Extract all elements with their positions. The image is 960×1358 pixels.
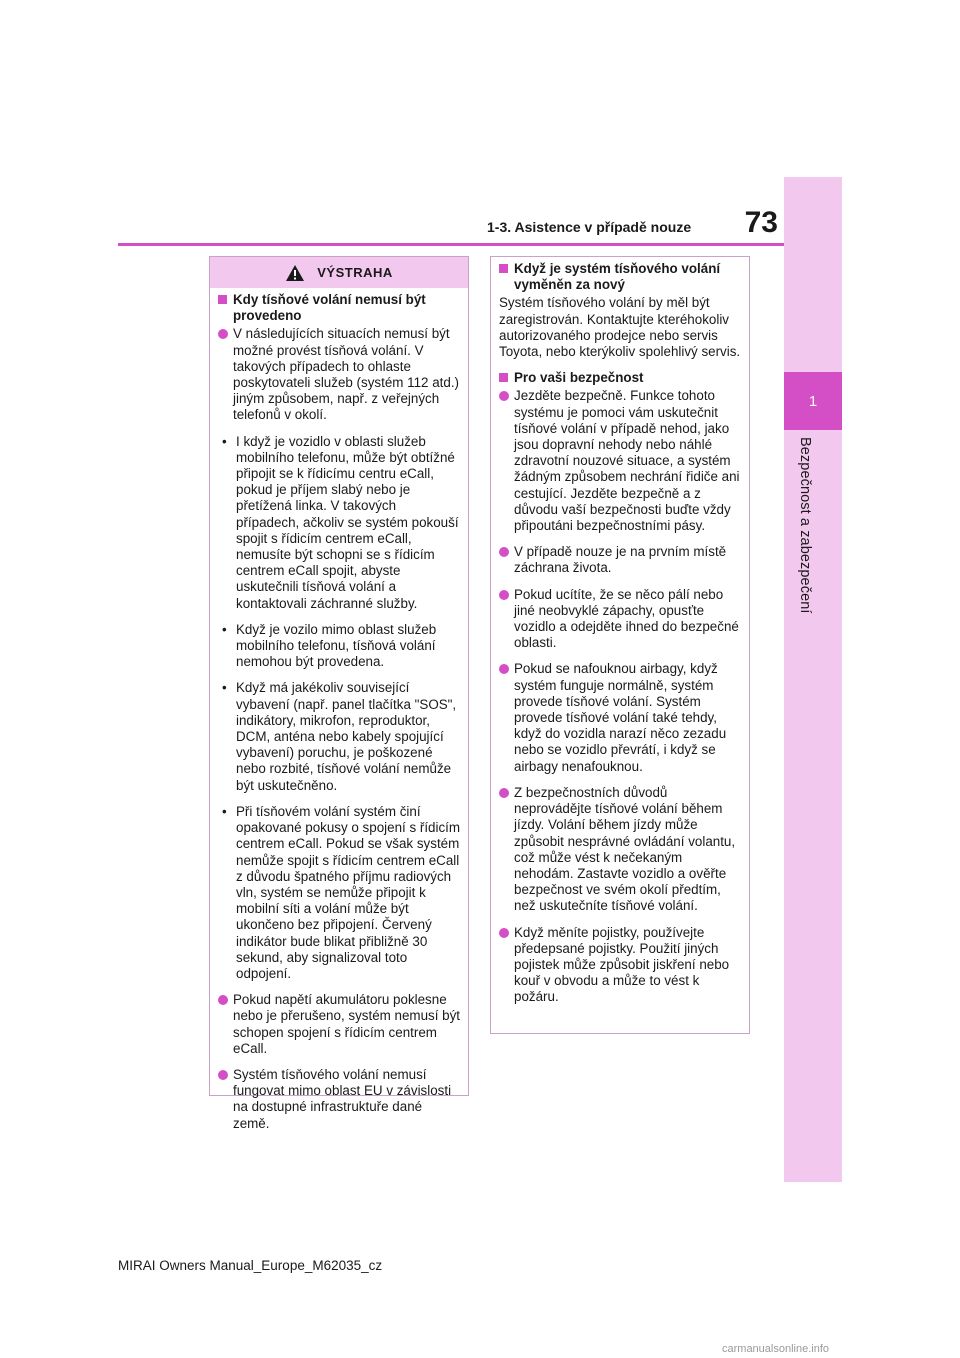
chapter-side-tab (784, 177, 842, 1182)
section-title: 1-3. Asistence v případě nouze (487, 219, 692, 235)
info-content (491, 257, 749, 1006)
info-dot-item: Jezděte bezpečně. Funkce tohoto systému je pomoci vám uskutečnit tísňové volání v případě nehod, jako jsou dopravní nehody nebo náhlé zdravotní nouzové situace, a systém žádným způsobem nechrání řidiče ani cestující. Jezděte bezpečně a z důvodu vaší bezpečnosti buďte vždy připoutáni bezpečnostními pásy. (499, 388, 743, 534)
chapter-number-badge: 1 (784, 372, 842, 430)
chapter-title-vertical: Bezpečnost a zabezpečení (797, 437, 813, 614)
info-paragraph: Systém tísňového volání by měl být zaregistrován. Kontaktujte kteréhokoliv autorizovaného prodejce nebo servis Toyota, nebo kterýkoliv spolehlivý servis. (499, 295, 741, 360)
info-dot-item: V případě nouze je na prvním místě záchrana života. (499, 544, 743, 576)
warning-bullet: • Když je vozilo mimo oblast služeb mobilního telefonu, tísňová volání nemohou být provedena. (218, 622, 462, 671)
header-divider (118, 243, 784, 246)
info-heading-safety: Pro vaši bezpečnost (499, 370, 743, 386)
watermark: carmanualsonline.info (722, 1343, 830, 1355)
warning-box-header (210, 257, 468, 288)
warning-bullet: • Když má jakékoliv související vybavení (např. panel tlačítka "SOS", indikátory, mikrofon, reproduktor, DCM, anténa nebo kabely spojující vybavení) poruchu, je poškozené nebo rozbité, tísňové volání nemůže být uskutečněno. (218, 680, 462, 793)
page-number: 73 (744, 206, 778, 239)
warning-heading: Kdy tísňové volání nemusí být provedeno (218, 292, 462, 324)
info-heading-replacement: Když je systém tísňového volání vyměněn za nový (499, 261, 743, 293)
warning-dot-item: Pokud napětí akumulátoru poklesne nebo je přerušeno, systém nemusí být schopen spojení s řídicím centrem eCall. (218, 992, 462, 1057)
warning-intro: V následujících situacích nemusí být možné provést tísňová volání. V takových případech to ohlaste poskytovateli služeb (systém 112 atd.) jiným způsobem, např. z veřejných telefonů v okolí. (218, 326, 462, 423)
warning-title: VÝSTRAHA (317, 265, 393, 280)
info-box (490, 256, 750, 1034)
warning-box (209, 256, 469, 1131)
warning-bullet: • Při tísňovém volání systém činí opakované pokusy o spojení s řídicím centrem eCall. Pokud se však systém nemůže spojit s řídicím centrem eCall z důvodu špatného příjmu radiových vln, systém se nemůže připojit k mobilní síti a volání může být ukončeno bez připojení. Červený indikátor bude blikat přibližně 30 sekund, aby signalizoval toto odpojení. (218, 804, 462, 982)
info-dot-item: Pokud ucítíte, že se něco pálí nebo jiné neobvyklé zápachy, opusťte vozidlo a odejděte ihned do bezpečné oblasti. (499, 587, 743, 652)
warning-dot-item: Systém tísňového volání nemusí fungovat mimo oblast EU v závislosti na dostupné infrastruktuře dané země. (218, 1067, 462, 1132)
warning-triangle-icon (285, 264, 305, 282)
warning-content (210, 288, 468, 1132)
info-dot-item: Pokud se nafouknou airbagy, když systém funguje normálně, systém provede tísňové volání. Systém provede tísňové volání také tehdy, když do vozidla narazí něco zezadu nebo se vozidlo převrátí, i když se airbagy nenafouknou. (499, 661, 743, 774)
info-dot-item: Když měníte pojistky, používejte předepsané pojistky. Použití jiných pojistek může způsobit jiskření nebo kouř v obvodu a může to vést k požáru. (499, 925, 743, 1006)
footer-manual-id: MIRAI Owners Manual_Europe_M62035_cz (118, 1258, 383, 1273)
info-dot-item: Z bezpečnostních důvodů neprovádějte tísňové volání během jízdy. Volání během jízdy může způsobit nesprávné ovládání volantu, což může vést k nečekaným nehodám. Zastavte vozidlo a ověřte bezpečnost ve svém okolí předtím, než uskutečníte tísňové volání. (499, 785, 743, 915)
warning-bullet: • I když je vozidlo v oblasti služeb mobilního telefonu, může být obtížné připojit se k řídicímu centru eCall, pokud je příjem slabý nebo je přetížená linka. V takových případech, ačkoliv se systém pokouší spojit s řídicím centrem eCall, nemusíte být schopni se s řídicím centrem eCall spojit, abyste uskutečnili tísňová volání a kontaktovali záchranné služby. (218, 434, 462, 612)
